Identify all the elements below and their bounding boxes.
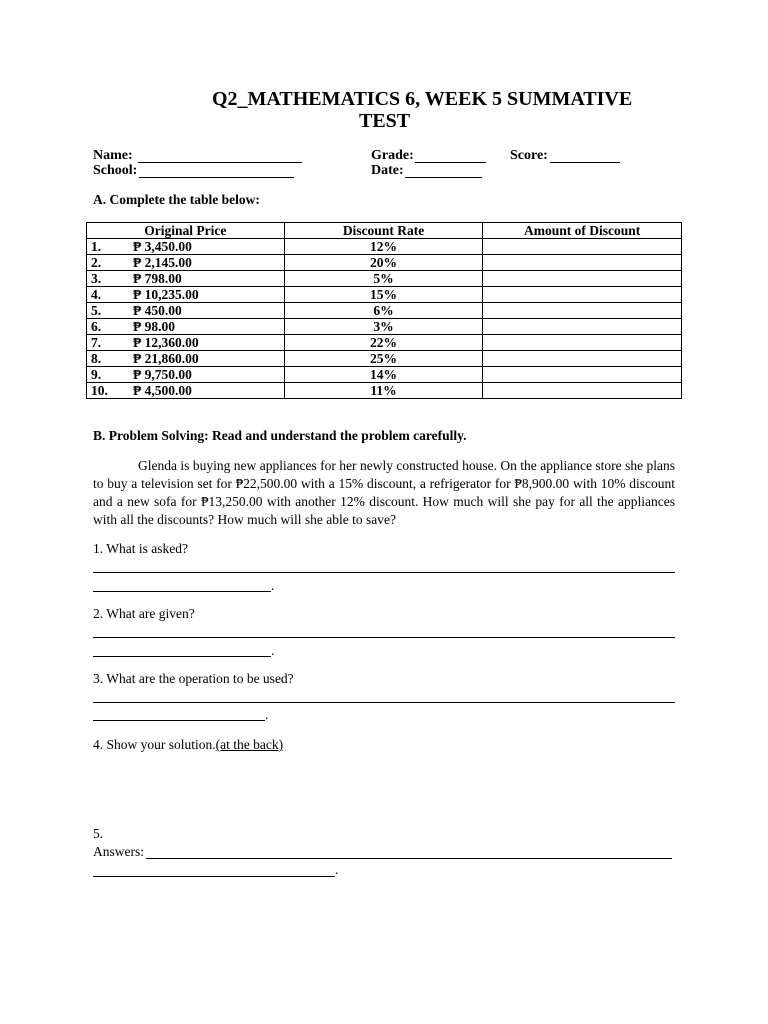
answer-line-2-period: . — [271, 643, 275, 658]
question-3: 3. What are the operation to be used? — [93, 671, 294, 686]
answer-line-3b[interactable] — [93, 720, 265, 721]
original-price-cell — [87, 303, 285, 319]
score-blank[interactable] — [550, 162, 620, 163]
table-row — [87, 303, 682, 319]
table-row — [87, 367, 682, 383]
discount-rate-cell: 14% — [284, 367, 483, 383]
score-label: Score: — [510, 148, 548, 163]
answer-line-2a[interactable] — [93, 637, 675, 638]
discount-rate-cell: 22% — [284, 335, 483, 351]
page-title — [160, 88, 700, 132]
original-price-cell — [87, 383, 285, 399]
original-price-cell — [87, 239, 285, 255]
original-price: ₱ 798.00 — [133, 270, 182, 286]
amount-of-discount-cell[interactable] — [483, 351, 682, 367]
original-price: ₱ 98.00 — [133, 318, 175, 334]
score-field[interactable] — [510, 148, 548, 164]
original-price: ₱ 450.00 — [133, 302, 182, 318]
discount-rate-cell: 3% — [284, 319, 483, 335]
original-price: ₱ 4,500.00 — [133, 382, 192, 398]
discount-rate-cell: 5% — [284, 271, 483, 287]
original-price: ₱ 12,360.00 — [133, 334, 199, 350]
answer-line-3-period: . — [265, 707, 269, 722]
row-number: 9. — [91, 366, 102, 382]
table-header-row — [87, 223, 682, 239]
original-price-cell — [87, 287, 285, 303]
question-1: 1. What is asked? — [93, 541, 188, 556]
date-field[interactable] — [371, 163, 404, 179]
original-price-cell — [87, 367, 285, 383]
original-price-cell — [87, 255, 285, 271]
school-label: School: — [93, 163, 138, 178]
amount-of-discount-cell[interactable] — [483, 303, 682, 319]
table-row — [87, 351, 682, 367]
original-price: ₱ 21,860.00 — [133, 350, 199, 366]
table-row — [87, 239, 682, 255]
amount-of-discount-cell[interactable] — [483, 367, 682, 383]
grade-blank[interactable] — [415, 162, 486, 163]
answers-line-a[interactable] — [146, 858, 672, 859]
question-4-text: 4. Show your solution. — [93, 737, 216, 752]
question-5-number: 5. — [93, 826, 104, 841]
original-price: ₱ 3,450.00 — [133, 238, 192, 254]
grade-field[interactable] — [371, 148, 414, 164]
name-field[interactable] — [93, 148, 133, 164]
section-b-heading: B. Problem Solving: Read and understand the problem carefully. — [93, 428, 467, 443]
date-label: Date: — [371, 163, 404, 178]
discount-rate-cell: 12% — [284, 239, 483, 255]
row-number: 5. — [91, 302, 102, 318]
answers-line-b[interactable] — [93, 876, 335, 877]
original-price-cell — [87, 271, 285, 287]
question-2: 2. What are given? — [93, 606, 195, 621]
amount-of-discount-cell[interactable] — [483, 319, 682, 335]
row-number: 7. — [91, 334, 102, 350]
original-price-cell — [87, 351, 285, 367]
original-price: ₱ 10,235.00 — [133, 286, 199, 302]
discount-rate-cell: 11% — [284, 383, 483, 399]
question-4 — [93, 737, 283, 753]
answer-line-1-period: . — [271, 578, 275, 593]
row-number: 1. — [91, 238, 102, 254]
original-price-cell — [87, 319, 285, 335]
title-line-1: Q2_MATHEMATICS 6, WEEK 5 SUMMATIVE — [212, 88, 633, 110]
amount-of-discount-cell[interactable] — [483, 239, 682, 255]
row-number: 8. — [91, 350, 102, 366]
amount-of-discount-cell[interactable] — [483, 383, 682, 399]
discount-rate-cell: 20% — [284, 255, 483, 271]
amount-of-discount-cell[interactable] — [483, 335, 682, 351]
date-blank[interactable] — [405, 177, 482, 178]
row-number: 3. — [91, 270, 102, 286]
table-row — [87, 335, 682, 351]
answer-line-3a[interactable] — [93, 702, 675, 703]
column-header-discount-rate: Discount Rate — [284, 223, 483, 239]
school-field[interactable] — [93, 163, 137, 179]
discount-rate-cell: 15% — [284, 287, 483, 303]
answer-line-1b[interactable] — [93, 591, 271, 592]
answer-line-1a[interactable] — [93, 572, 675, 573]
name-label: Name: — [93, 148, 133, 163]
school-blank[interactable] — [139, 177, 294, 178]
table-row — [87, 319, 682, 335]
row-number: 2. — [91, 254, 102, 270]
table-row — [87, 383, 682, 399]
amount-of-discount-cell[interactable] — [483, 271, 682, 287]
discount-rate-cell: 6% — [284, 303, 483, 319]
row-number: 10. — [91, 382, 108, 398]
grade-label: Grade: — [371, 148, 414, 163]
problem-paragraph: Glenda is buying new appliances for her newly constructed house. On the appliance store she plans to buy a television set for ₱22,500.00 with a 15% discount, a refrigerator for ₱8,900.00 with 10% discount and a new sofa for ₱13,250.00 with another 12% discount. How much will she pay for all the appliances with all the discounts? How much will she able to save? — [93, 458, 675, 527]
table-row — [87, 271, 682, 287]
answer-line-2b[interactable] — [93, 656, 271, 657]
row-number: 4. — [91, 286, 102, 302]
discount-table — [86, 222, 682, 399]
original-price-cell — [87, 335, 285, 351]
amount-of-discount-cell[interactable] — [483, 255, 682, 271]
row-number: 6. — [91, 318, 102, 334]
column-header-original-price: Original Price — [87, 223, 285, 239]
section-a-heading: A. Complete the table below: — [93, 192, 260, 207]
question-4-note: (at the back) — [215, 737, 284, 752]
answers-label: Answers: — [93, 844, 144, 859]
name-blank[interactable] — [138, 162, 302, 163]
table-row — [87, 255, 682, 271]
answers-line-period: . — [335, 862, 339, 877]
table-row — [87, 287, 682, 303]
discount-rate-cell: 25% — [284, 351, 483, 367]
original-price: ₱ 9,750.00 — [133, 366, 192, 382]
column-header-amount-of-discount: Amount of Discount — [483, 223, 682, 239]
original-price: ₱ 2,145.00 — [133, 254, 192, 270]
amount-of-discount-cell[interactable] — [483, 287, 682, 303]
title-line-2: TEST — [359, 110, 411, 132]
